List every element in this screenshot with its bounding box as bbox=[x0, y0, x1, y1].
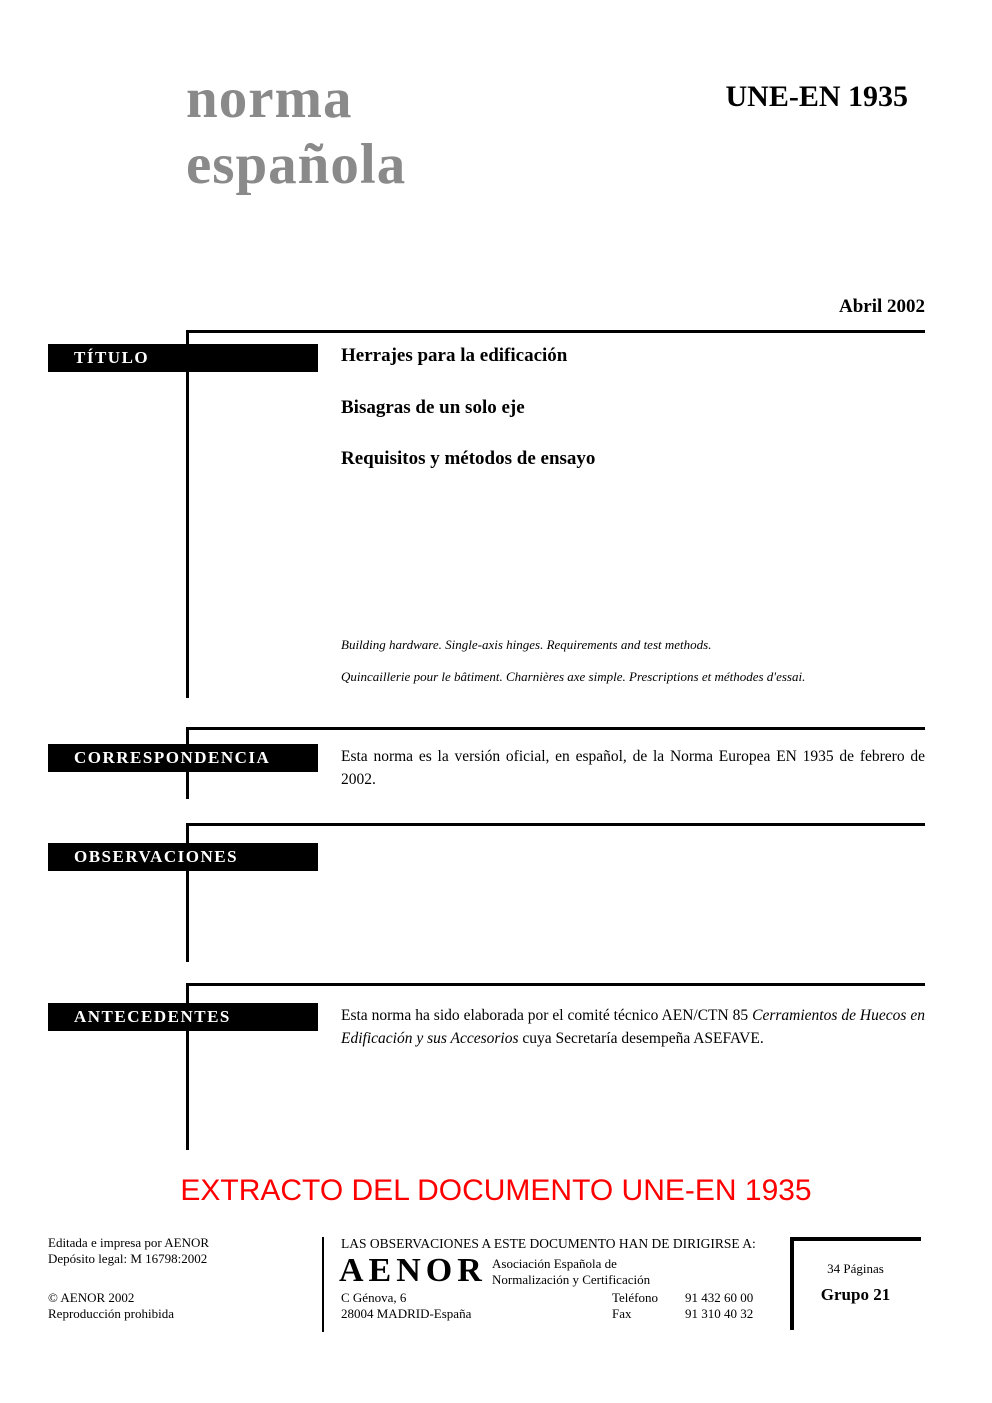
antecedentes-text-suffix: cuya Secretaría desempeña ASEFAVE. bbox=[518, 1030, 764, 1047]
norma-espanola-logo bbox=[186, 66, 406, 198]
title-english: Building hardware. Single-axis hinges. Requirements and test methods. bbox=[341, 637, 712, 652]
titulo-top-rule bbox=[186, 330, 925, 333]
fax-value: 91 310 40 32 bbox=[685, 1306, 754, 1321]
correspondencia-text: Esta norma es la versión oficial, en español, de la Norma Europea EN 1935 de febrero de 2002. bbox=[341, 748, 925, 788]
footer-observations-notice: LAS OBSERVACIONES A ESTE DOCUMENTO HAN DE DIRIGIRSE A: bbox=[341, 1236, 756, 1251]
title-line-1: Herrajes para la edificación bbox=[341, 345, 568, 366]
footer-contact-values bbox=[685, 1290, 753, 1322]
correspondencia-label: CORRESPONDENCIA bbox=[74, 748, 271, 767]
footer-column-divider bbox=[322, 1237, 324, 1332]
phone-value: 91 432 60 00 bbox=[685, 1290, 754, 1305]
title-french: Quincaillerie pour le bâtiment. Charnières axe simple. Prescriptions et méthodes d'essai. bbox=[341, 669, 806, 684]
footer-address-line2: 28004 MADRID-España bbox=[341, 1306, 472, 1321]
logo-line-2: española bbox=[186, 133, 407, 196]
title-line-3: Requisitos y métodos de ensayo bbox=[341, 448, 596, 469]
pages-group-box-border-left bbox=[790, 1237, 794, 1330]
logo-line-1: norma bbox=[186, 67, 353, 130]
footer-published-line2: Depósito legal: M 16798:2002 bbox=[48, 1251, 208, 1266]
footer-published-line1: Editada e impresa por AENOR bbox=[48, 1235, 210, 1250]
antecedentes-label: ANTECEDENTES bbox=[74, 1007, 231, 1026]
aenor-logo: AENOR bbox=[339, 1252, 487, 1289]
antecedentes-text-committee: Cerramientos de Huecos en Edificación y sus Accesorios bbox=[341, 1007, 925, 1047]
title-line-2: Bisagras de un solo eje bbox=[341, 397, 525, 418]
titulo-label-bar bbox=[48, 344, 318, 372]
titulo-vertical-rule bbox=[186, 330, 189, 698]
footer-contact-labels bbox=[612, 1290, 658, 1322]
pages-group-box-border-top bbox=[790, 1237, 921, 1241]
document-code: UNE-EN 1935 bbox=[725, 80, 908, 113]
antecedentes-top-rule bbox=[186, 983, 925, 986]
observaciones-top-rule bbox=[186, 823, 925, 826]
group-label: Grupo 21 bbox=[820, 1285, 891, 1304]
antecedentes-label-bar bbox=[48, 1003, 318, 1031]
aenor-description-line1: Asociación Española de bbox=[492, 1256, 617, 1271]
observaciones-label-bar bbox=[48, 843, 318, 871]
footer-copyright-line2: Reproducción prohibida bbox=[48, 1306, 174, 1321]
aenor-description-line2: Normalización y Certificación bbox=[492, 1272, 651, 1287]
titulo-label: TÍTULO bbox=[74, 348, 150, 367]
extract-banner: EXTRACTO DEL DOCUMENTO UNE-EN 1935 bbox=[180, 1174, 812, 1207]
footer-published-info bbox=[48, 1235, 209, 1267]
footer-copyright-line1: © AENOR 2002 bbox=[48, 1290, 135, 1305]
correspondencia-top-rule bbox=[186, 727, 925, 730]
pages-count: 34 Páginas bbox=[827, 1261, 884, 1276]
antecedentes-text-prefix: Esta norma ha sido elaborada por el comité técnico AEN/CTN 85 bbox=[341, 1007, 753, 1024]
observaciones-label: OBSERVACIONES bbox=[74, 847, 239, 866]
correspondencia-label-bar bbox=[48, 744, 318, 772]
aenor-description bbox=[492, 1256, 650, 1288]
footer-copyright-info bbox=[48, 1290, 174, 1322]
phone-label: Teléfono bbox=[612, 1290, 659, 1305]
fax-label: Fax bbox=[612, 1306, 632, 1321]
edition-date: Abril 2002 bbox=[838, 296, 925, 317]
footer-address-line1: C Génova, 6 bbox=[341, 1290, 407, 1305]
antecedentes-text bbox=[341, 1004, 925, 1050]
footer-address bbox=[341, 1290, 471, 1322]
